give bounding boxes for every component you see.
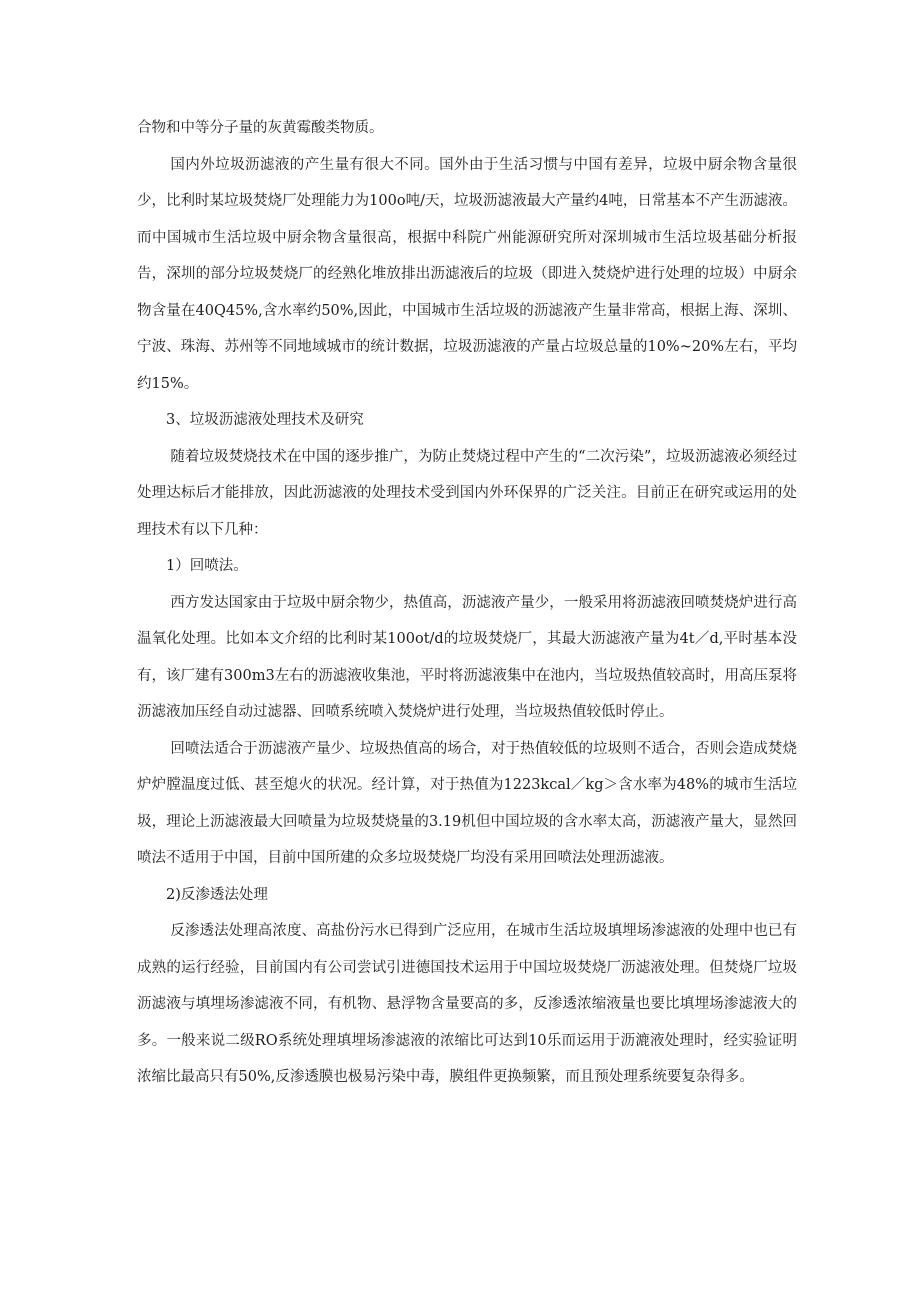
section-heading-treatment-tech: 3、垃圾沥滤液处理技术及研究 (166, 412, 364, 428)
paragraph-continuation: 合物和中等分子量的灰黄霉酸类物质。 (137, 120, 384, 136)
document-body (137, 110, 797, 1096)
paragraph-recirculation-overview: 西方发达国家由于垃圾中厨余物少，热值高，沥滤液产量少，一般采用将沥滤液回喷焚烧炉进行高温氧化处理。比如本文介绍的比利时某100ot/d的垃圾焚烧厂，其最大沥滤液产量为4t／d,平时基本没有，该厂建有300m3左右的沥滤液收集池，平时将沥滤液集中在池内，当垃圾热值较高时，用高压泵将沥滤液加压经自动过滤器、回喷系统喷入焚烧炉进行处理，当垃圾热值较低时停止。 (137, 594, 797, 720)
subheading-reverse-osmosis: 2)反渗透法处理 (166, 886, 268, 903)
paragraph-treatment-intro: 随着垃圾焚烧技术在中国的逐步推广，为防止焚烧过程中产生的“二次污染”，垃圾沥滤液必须经过处理达标后才能排放，因此沥滤液的处理技术受到国内外环保界的广泛关注。目前正在研究或运用的处理技术有以下几种： (137, 448, 797, 538)
paragraph-reverse-osmosis: 反渗透法处理高浓度、高盐份污水已得到广泛应用，在城市生活垃圾填埋场渗滤液的处理中也已有成熟的运行经验，目前国内有公司尝试引进德国技术运用于中国垃圾焚烧厂沥滤液处理。但焚烧厂垃圾沥滤液与填埋场渗滤液不同，有机物、悬浮物含量要高的多，反渗透浓缩液量也要比填埋场渗滤液大的多。一般来说二级RO系统处理填埋场渗滤液的浓缩比可达到10乐而运用于沥漉液处理时，经实验证明浓缩比最高只有50%,反渗透膜也极易污染中毒，膜组件更换频繁，而且预处理系统要复杂得多。 (137, 923, 797, 1085)
paragraph-recirculation-limits: 回喷法适合于沥滤液产量少、垃圾热值高的场合，对于热值较低的垃圾则不适合，否则会造成焚烧炉炉膛温度过低、甚至熄火的状况。经计算，对于热值为1223kcal／kg＞含水率为48%的城市生活垃圾，理论上沥滤液最大回喷量为垃圾焚烧量的3.19机但中国垃圾的含水率太高，沥滤液产量大，显然回喷法不适用于中国，目前中国所建的众多垃圾焚烧厂均没有采用回喷法处理沥滤液。 (137, 740, 797, 866)
paragraph-leachate-volume: 国内外垃圾沥滤液的产生量有很大不同。国外由于生活习惯与中国有差异，垃圾中厨余物含量很少，比利时某垃圾焚烧厂处理能力为100o吨/天，垃圾沥滤液最大产量约4吨，日常基本不产生沥滤液。而中国城市生活垃圾中厨余物含量很高，根据中科院广州能源研究所对深圳城市生活垃圾基础分析报告，深圳的部分垃圾焚烧厂的经熟化堆放排出沥滤液后的垃圾（即进入焚烧炉进行处理的垃圾）中厨余物含量在40Q45%,含水率约50%,因此，中国城市生活垃圾的沥滤液产生量非常高，根据上海、深圳、宁波、珠海、苏州等不同地域城市的统计数据，垃圾沥滤液的产量占垃圾总量的10%~20%左右，平均约15%。 (137, 156, 797, 392)
subheading-recirculation: 1）回喷法。 (166, 558, 248, 574)
